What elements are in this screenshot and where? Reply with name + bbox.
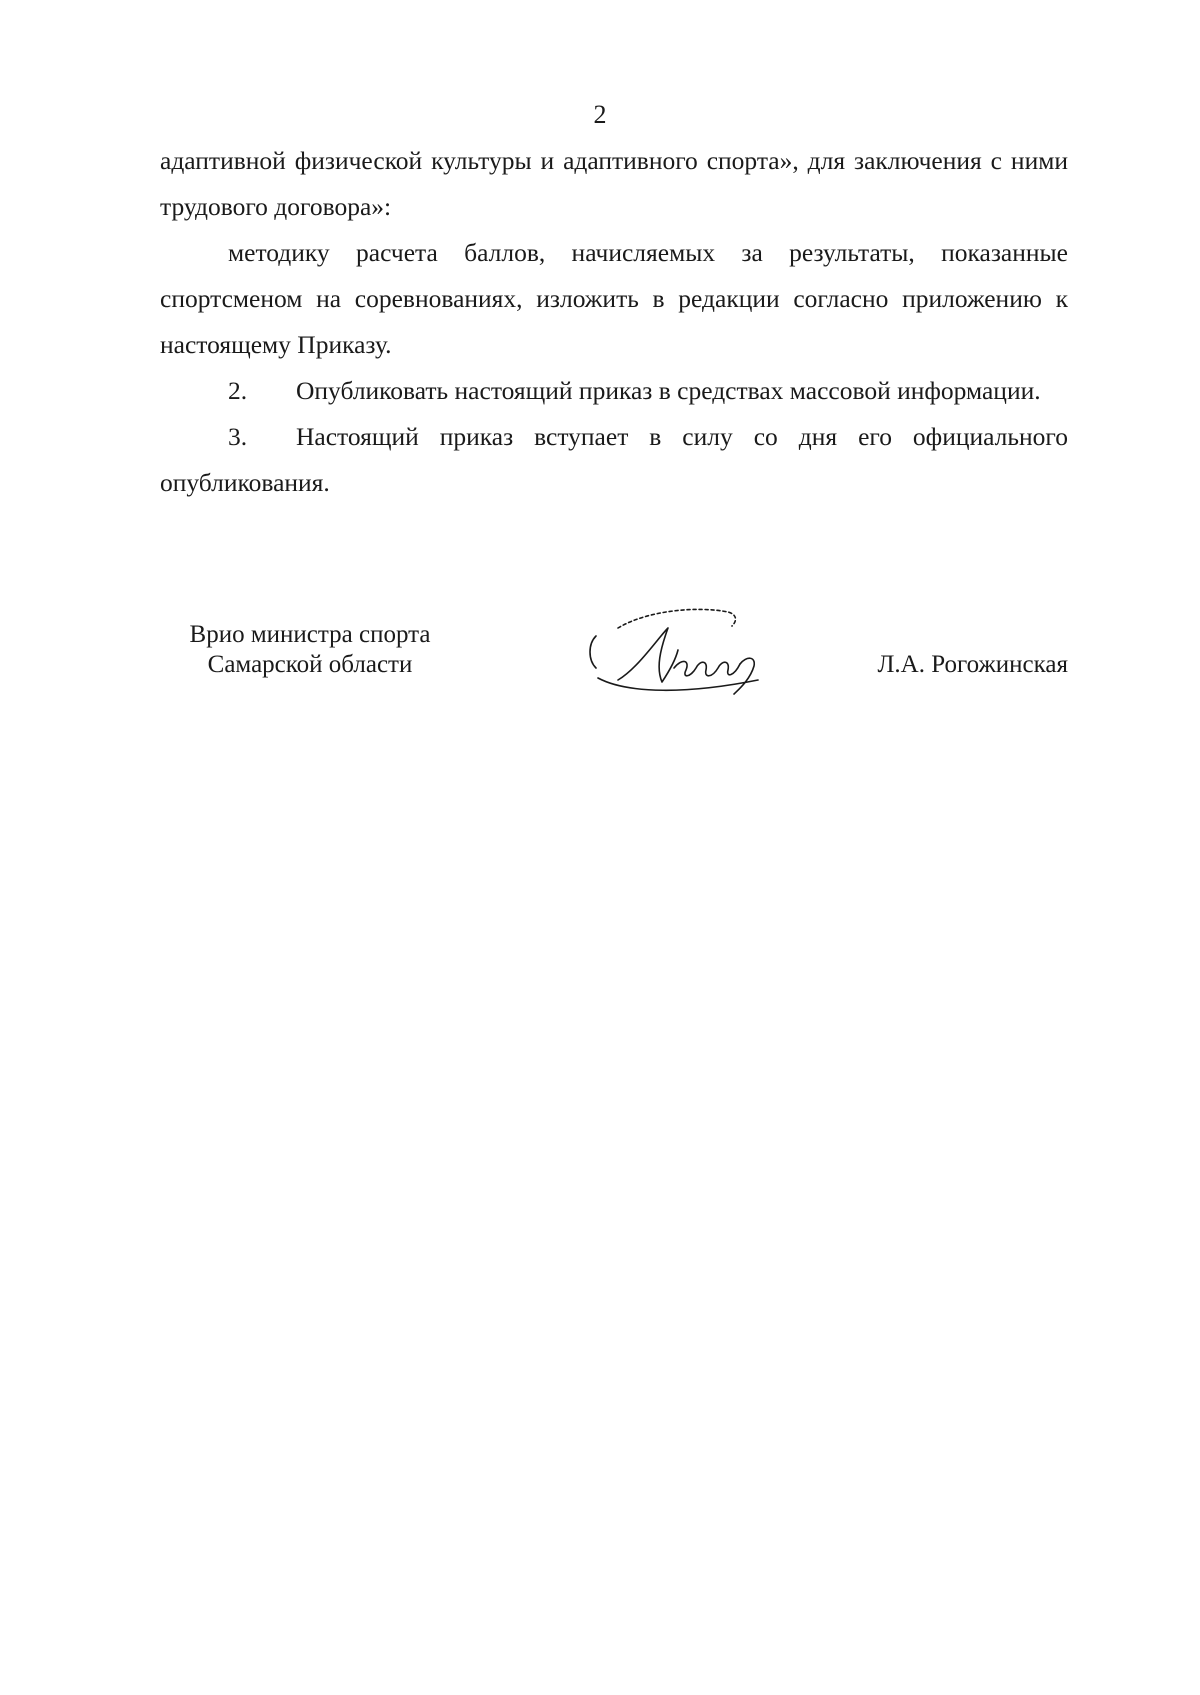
signer-title bbox=[160, 620, 460, 680]
signer-title-line2: Самарской области bbox=[207, 651, 413, 678]
item-text: Опубликовать настоящий приказ в средствах массовой информации. bbox=[296, 376, 1041, 405]
continuation-paragraph: адаптивной физической культуры и адаптивного спорта», для заключения с ними трудового договора»: bbox=[160, 146, 1068, 221]
methodology-paragraph: методику расчета баллов, начисляемых за результаты, показанные спортсменом на соревнованиях, изложить в редакции согласно приложению к настоящему Приказу. bbox=[160, 238, 1068, 359]
document-body bbox=[160, 138, 1068, 506]
item-3-paragraph bbox=[160, 414, 1068, 506]
item-text: Настоящий приказ вступает в силу со дня его официального опубликования. bbox=[160, 422, 1068, 497]
signer-title-line1: Врио министра спорта bbox=[189, 621, 431, 648]
handwritten-signature bbox=[578, 598, 798, 708]
signer-name: Л.А. Рогожинская bbox=[877, 651, 1068, 678]
item-2-paragraph bbox=[160, 368, 1068, 414]
item-number: 2. bbox=[228, 376, 248, 405]
page-number: 2 bbox=[593, 100, 607, 129]
item-number: 3. bbox=[228, 422, 248, 451]
signature-block bbox=[160, 620, 1068, 720]
